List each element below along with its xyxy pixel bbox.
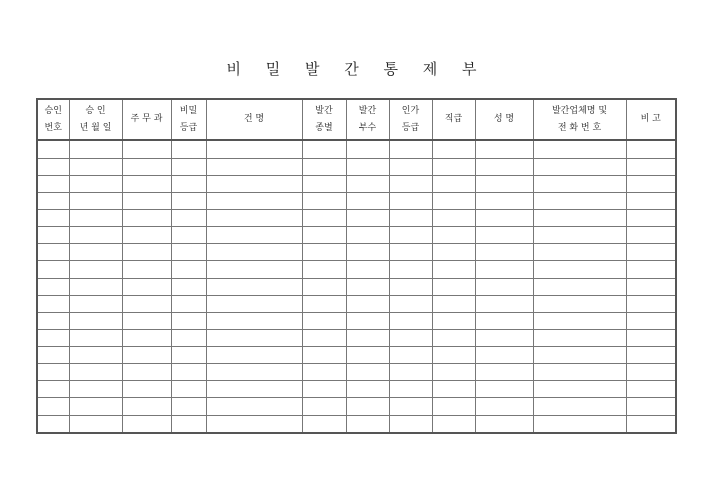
cell-pub-copies[interactable] xyxy=(346,347,389,364)
cell-subject[interactable] xyxy=(206,381,302,398)
cell-pub-copies[interactable] xyxy=(346,158,389,175)
cell-subject[interactable] xyxy=(206,278,302,295)
cell-approval-no[interactable] xyxy=(38,329,69,346)
cell-approval-date[interactable] xyxy=(69,329,122,346)
table-row xyxy=(38,347,675,364)
cell-secret-grade[interactable] xyxy=(171,244,206,261)
cell-pub-copies[interactable] xyxy=(346,295,389,312)
column-header-secret-grade xyxy=(171,100,206,140)
cell-approval-no[interactable] xyxy=(38,415,69,432)
cell-department[interactable] xyxy=(122,175,171,192)
cell-auth-grade[interactable] xyxy=(389,329,432,346)
cell-rank[interactable] xyxy=(432,278,475,295)
cell-name[interactable] xyxy=(475,158,533,175)
cell-auth-grade[interactable] xyxy=(389,415,432,432)
cell-publisher[interactable] xyxy=(533,209,626,226)
column-header-label: 발간 xyxy=(358,105,377,116)
column-header-pub-copies xyxy=(346,100,389,140)
cell-department[interactable] xyxy=(122,347,171,364)
cell-rank[interactable] xyxy=(432,312,475,329)
cell-rank[interactable] xyxy=(432,261,475,278)
cell-remarks[interactable] xyxy=(626,381,675,398)
cell-pub-copies[interactable] xyxy=(346,192,389,209)
cell-approval-no[interactable] xyxy=(38,140,69,158)
column-header-label: 인가 xyxy=(401,105,420,116)
cell-pub-type[interactable] xyxy=(302,261,346,278)
table-row xyxy=(38,140,675,158)
cell-pub-type[interactable] xyxy=(302,415,346,432)
cell-subject[interactable] xyxy=(206,295,302,312)
cell-approval-no[interactable] xyxy=(38,158,69,175)
column-header-label: 발간 xyxy=(315,105,333,116)
column-header-label: 주 무 과 xyxy=(130,114,163,125)
cell-pub-type[interactable] xyxy=(302,398,346,415)
column-header-subject xyxy=(206,100,302,140)
ledger-frame xyxy=(36,98,677,434)
cell-publisher[interactable] xyxy=(533,278,626,295)
cell-publisher[interactable] xyxy=(533,175,626,192)
cell-remarks[interactable] xyxy=(626,347,675,364)
column-header-label: 성 명 xyxy=(493,114,515,125)
cell-approval-date[interactable] xyxy=(69,192,122,209)
cell-secret-grade[interactable] xyxy=(171,192,206,209)
cell-pub-type[interactable] xyxy=(302,227,346,244)
cell-pub-copies[interactable] xyxy=(346,140,389,158)
column-header-label: 건 명 xyxy=(243,114,265,125)
cell-remarks[interactable] xyxy=(626,398,675,415)
cell-subject[interactable] xyxy=(206,227,302,244)
cell-remarks[interactable] xyxy=(626,415,675,432)
column-header-label: 등급 xyxy=(401,122,420,133)
cell-approval-date[interactable] xyxy=(69,381,122,398)
cell-remarks[interactable] xyxy=(626,158,675,175)
cell-secret-grade[interactable] xyxy=(171,398,206,415)
cell-department[interactable] xyxy=(122,329,171,346)
column-header-remarks xyxy=(626,100,675,140)
cell-remarks[interactable] xyxy=(626,244,675,261)
cell-auth-grade[interactable] xyxy=(389,278,432,295)
cell-name[interactable] xyxy=(475,415,533,432)
cell-department[interactable] xyxy=(122,312,171,329)
cell-approval-no[interactable] xyxy=(38,398,69,415)
cell-subject[interactable] xyxy=(206,364,302,381)
cell-department[interactable] xyxy=(122,381,171,398)
cell-pub-copies[interactable] xyxy=(346,209,389,226)
cell-auth-grade[interactable] xyxy=(389,227,432,244)
cell-rank[interactable] xyxy=(432,175,475,192)
cell-pub-copies[interactable] xyxy=(346,329,389,346)
cell-department[interactable] xyxy=(122,295,171,312)
column-header-pub-type xyxy=(302,100,346,140)
cell-publisher[interactable] xyxy=(533,415,626,432)
cell-name[interactable] xyxy=(475,192,533,209)
cell-approval-no[interactable] xyxy=(38,175,69,192)
cell-name[interactable] xyxy=(475,295,533,312)
cell-subject[interactable] xyxy=(206,175,302,192)
cell-publisher[interactable] xyxy=(533,261,626,278)
cell-secret-grade[interactable] xyxy=(171,209,206,226)
cell-rank[interactable] xyxy=(432,158,475,175)
cell-subject[interactable] xyxy=(206,192,302,209)
cell-approval-no[interactable] xyxy=(38,295,69,312)
cell-remarks[interactable] xyxy=(626,140,675,158)
table-row xyxy=(38,312,675,329)
cell-subject[interactable] xyxy=(206,415,302,432)
cell-subject[interactable] xyxy=(206,158,302,175)
cell-publisher[interactable] xyxy=(533,244,626,261)
table-row xyxy=(38,364,675,381)
cell-remarks[interactable] xyxy=(626,175,675,192)
cell-publisher[interactable] xyxy=(533,381,626,398)
cell-secret-grade[interactable] xyxy=(171,175,206,192)
column-header-rank xyxy=(432,100,475,140)
table-row xyxy=(38,261,675,278)
cell-secret-grade[interactable] xyxy=(171,329,206,346)
column-header-label: 년 월 일 xyxy=(79,122,112,133)
cell-name[interactable] xyxy=(475,398,533,415)
cell-rank[interactable] xyxy=(432,381,475,398)
cell-pub-type[interactable] xyxy=(302,244,346,261)
cell-rank[interactable] xyxy=(432,295,475,312)
cell-pub-copies[interactable] xyxy=(346,415,389,432)
cell-rank[interactable] xyxy=(432,347,475,364)
cell-pub-copies[interactable] xyxy=(346,261,389,278)
cell-approval-no[interactable] xyxy=(38,381,69,398)
cell-secret-grade[interactable] xyxy=(171,312,206,329)
ledger-table xyxy=(38,100,675,432)
cell-approval-date[interactable] xyxy=(69,295,122,312)
cell-approval-date[interactable] xyxy=(69,244,122,261)
column-header-approval-date xyxy=(69,100,122,140)
cell-approval-no[interactable] xyxy=(38,227,69,244)
table-row xyxy=(38,227,675,244)
cell-department[interactable] xyxy=(122,227,171,244)
cell-publisher[interactable] xyxy=(533,158,626,175)
cell-publisher[interactable] xyxy=(533,192,626,209)
cell-publisher[interactable] xyxy=(533,295,626,312)
cell-auth-grade[interactable] xyxy=(389,209,432,226)
cell-approval-date[interactable] xyxy=(69,227,122,244)
cell-secret-grade[interactable] xyxy=(171,415,206,432)
cell-remarks[interactable] xyxy=(626,261,675,278)
cell-secret-grade[interactable] xyxy=(171,140,206,158)
column-header-label: 비밀 xyxy=(179,105,198,116)
cell-pub-type[interactable] xyxy=(302,381,346,398)
cell-approval-no[interactable] xyxy=(38,364,69,381)
table-row xyxy=(38,329,675,346)
cell-pub-type[interactable] xyxy=(302,295,346,312)
column-header-approval-no xyxy=(38,100,69,140)
column-header-publisher xyxy=(533,100,626,140)
table-row xyxy=(38,278,675,295)
cell-subject[interactable] xyxy=(206,261,302,278)
table-row xyxy=(38,415,675,432)
cell-pub-type[interactable] xyxy=(302,209,346,226)
cell-auth-grade[interactable] xyxy=(389,312,432,329)
cell-approval-no[interactable] xyxy=(38,312,69,329)
cell-remarks[interactable] xyxy=(626,364,675,381)
cell-remarks[interactable] xyxy=(626,295,675,312)
cell-name[interactable] xyxy=(475,381,533,398)
cell-approval-no[interactable] xyxy=(38,244,69,261)
cell-pub-type[interactable] xyxy=(302,312,346,329)
cell-publisher[interactable] xyxy=(533,364,626,381)
cell-publisher[interactable] xyxy=(533,312,626,329)
cell-rank[interactable] xyxy=(432,398,475,415)
cell-approval-no[interactable] xyxy=(38,261,69,278)
cell-department[interactable] xyxy=(122,158,171,175)
cell-auth-grade[interactable] xyxy=(389,175,432,192)
cell-approval-no[interactable] xyxy=(38,278,69,295)
cell-approval-no[interactable] xyxy=(38,192,69,209)
column-header-label: 전 화 번 호 xyxy=(557,122,602,133)
cell-rank[interactable] xyxy=(432,364,475,381)
cell-department[interactable] xyxy=(122,398,171,415)
cell-approval-date[interactable] xyxy=(69,364,122,381)
cell-pub-type[interactable] xyxy=(302,364,346,381)
cell-publisher[interactable] xyxy=(533,140,626,158)
cell-department[interactable] xyxy=(122,364,171,381)
cell-publisher[interactable] xyxy=(533,329,626,346)
cell-auth-grade[interactable] xyxy=(389,261,432,278)
cell-auth-grade[interactable] xyxy=(389,158,432,175)
column-header-label: 직급 xyxy=(444,114,463,125)
cell-auth-grade[interactable] xyxy=(389,347,432,364)
cell-rank[interactable] xyxy=(432,140,475,158)
table-row xyxy=(38,381,675,398)
cell-secret-grade[interactable] xyxy=(171,295,206,312)
column-header-label: 번호 xyxy=(44,122,62,133)
cell-remarks[interactable] xyxy=(626,227,675,244)
cell-secret-grade[interactable] xyxy=(171,347,206,364)
cell-subject[interactable] xyxy=(206,209,302,226)
cell-name[interactable] xyxy=(475,140,533,158)
table-row xyxy=(38,158,675,175)
cell-approval-date[interactable] xyxy=(69,347,122,364)
cell-auth-grade[interactable] xyxy=(389,364,432,381)
column-header-name xyxy=(475,100,533,140)
cell-subject[interactable] xyxy=(206,244,302,261)
cell-name[interactable] xyxy=(475,209,533,226)
cell-auth-grade[interactable] xyxy=(389,192,432,209)
cell-pub-type[interactable] xyxy=(302,158,346,175)
cell-name[interactable] xyxy=(475,175,533,192)
cell-name[interactable] xyxy=(475,329,533,346)
cell-secret-grade[interactable] xyxy=(171,261,206,278)
cell-rank[interactable] xyxy=(432,244,475,261)
cell-pub-copies[interactable] xyxy=(346,244,389,261)
cell-pub-copies[interactable] xyxy=(346,381,389,398)
table-row xyxy=(38,192,675,209)
cell-secret-grade[interactable] xyxy=(171,158,206,175)
cell-subject[interactable] xyxy=(206,312,302,329)
cell-auth-grade[interactable] xyxy=(389,140,432,158)
cell-pub-copies[interactable] xyxy=(346,278,389,295)
cell-department[interactable] xyxy=(122,209,171,226)
cell-name[interactable] xyxy=(475,312,533,329)
cell-subject[interactable] xyxy=(206,398,302,415)
cell-name[interactable] xyxy=(475,364,533,381)
cell-department[interactable] xyxy=(122,415,171,432)
table-row xyxy=(38,295,675,312)
cell-publisher[interactable] xyxy=(533,398,626,415)
cell-secret-grade[interactable] xyxy=(171,227,206,244)
cell-remarks[interactable] xyxy=(626,209,675,226)
cell-remarks[interactable] xyxy=(626,312,675,329)
cell-rank[interactable] xyxy=(432,415,475,432)
cell-secret-grade[interactable] xyxy=(171,364,206,381)
cell-name[interactable] xyxy=(475,261,533,278)
cell-pub-type[interactable] xyxy=(302,175,346,192)
cell-secret-grade[interactable] xyxy=(171,278,206,295)
cell-approval-date[interactable] xyxy=(69,140,122,158)
table-row xyxy=(38,398,675,415)
cell-department[interactable] xyxy=(122,192,171,209)
cell-subject[interactable] xyxy=(206,329,302,346)
cell-name[interactable] xyxy=(475,278,533,295)
cell-remarks[interactable] xyxy=(626,192,675,209)
cell-approval-date[interactable] xyxy=(69,278,122,295)
column-header-department xyxy=(122,100,171,140)
cell-pub-copies[interactable] xyxy=(346,227,389,244)
cell-secret-grade[interactable] xyxy=(171,381,206,398)
cell-subject[interactable] xyxy=(206,140,302,158)
cell-pub-copies[interactable] xyxy=(346,364,389,381)
cell-rank[interactable] xyxy=(432,192,475,209)
table-row xyxy=(38,175,675,192)
cell-subject[interactable] xyxy=(206,347,302,364)
cell-pub-type[interactable] xyxy=(302,347,346,364)
cell-remarks[interactable] xyxy=(626,278,675,295)
table-row xyxy=(38,244,675,261)
cell-department[interactable] xyxy=(122,278,171,295)
column-header-label: 승인 xyxy=(44,105,62,116)
cell-approval-date[interactable] xyxy=(69,415,122,432)
cell-pub-type[interactable] xyxy=(302,140,346,158)
cell-department[interactable] xyxy=(122,261,171,278)
column-header-label: 종별 xyxy=(315,122,333,133)
cell-name[interactable] xyxy=(475,347,533,364)
table-row xyxy=(38,209,675,226)
cell-rank[interactable] xyxy=(432,227,475,244)
cell-department[interactable] xyxy=(122,140,171,158)
cell-approval-no[interactable] xyxy=(38,347,69,364)
cell-auth-grade[interactable] xyxy=(389,295,432,312)
column-header-label: 부수 xyxy=(358,122,377,133)
cell-name[interactable] xyxy=(475,244,533,261)
cell-pub-copies[interactable] xyxy=(346,312,389,329)
cell-remarks[interactable] xyxy=(626,329,675,346)
column-header-auth-grade xyxy=(389,100,432,140)
cell-approval-date[interactable] xyxy=(69,209,122,226)
cell-rank[interactable] xyxy=(432,329,475,346)
cell-approval-date[interactable] xyxy=(69,312,122,329)
header-row xyxy=(38,100,675,140)
column-header-label: 승 인 xyxy=(85,105,106,116)
cell-pub-type[interactable] xyxy=(302,329,346,346)
cell-approval-date[interactable] xyxy=(69,175,122,192)
cell-department[interactable] xyxy=(122,244,171,261)
column-header-label: 발간업체명 및 xyxy=(551,105,608,116)
cell-auth-grade[interactable] xyxy=(389,381,432,398)
cell-pub-type[interactable] xyxy=(302,278,346,295)
cell-pub-copies[interactable] xyxy=(346,175,389,192)
cell-approval-date[interactable] xyxy=(69,158,122,175)
cell-rank[interactable] xyxy=(432,209,475,226)
cell-pub-type[interactable] xyxy=(302,192,346,209)
cell-pub-copies[interactable] xyxy=(346,398,389,415)
cell-auth-grade[interactable] xyxy=(389,398,432,415)
cell-approval-no[interactable] xyxy=(38,209,69,226)
cell-approval-date[interactable] xyxy=(69,261,122,278)
column-header-label: 비 고 xyxy=(640,114,661,125)
cell-name[interactable] xyxy=(475,227,533,244)
cell-auth-grade[interactable] xyxy=(389,244,432,261)
cell-approval-date[interactable] xyxy=(69,398,122,415)
page-title: 비 밀 발 간 통 제 부 xyxy=(226,60,487,78)
cell-publisher[interactable] xyxy=(533,227,626,244)
cell-publisher[interactable] xyxy=(533,347,626,364)
column-header-label: 등급 xyxy=(179,122,198,133)
